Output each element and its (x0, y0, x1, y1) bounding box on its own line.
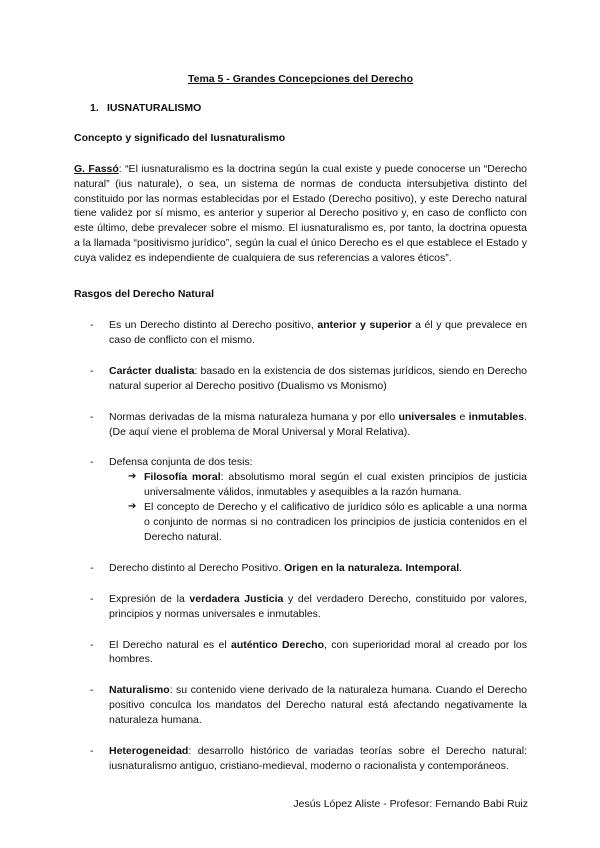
page-footer: Jesús López Aliste - Profesor: Fernando Babi Ruiz (293, 798, 528, 810)
arrow-right-icon: ➔ (128, 471, 137, 483)
traits-heading: Rasgos del Derecho Natural (74, 288, 215, 301)
list-item: - Carácter dualista: basado en la existencia de dos sistemas jurídicos, siendo en Derecho natural superior al Derecho positivo (Dualismo vs Monismo) (74, 364, 527, 394)
definition-author: G. Fassó (74, 162, 119, 175)
subsection-heading: Concepto y significado del Iusnaturalismo (74, 131, 286, 144)
definition-paragraph (74, 162, 527, 266)
list-item: - Es un Derecho distinto al Derecho positivo, anterior y superior a él y que prevalece en caso de conflicto con el mismo. (74, 318, 527, 348)
list-item: ➔ El concepto de Derecho y el calificativo de jurídico sólo es aplicable a una norma o conjunto de normas si no contradicen los principios de justicia contenidos en el Derecho natural. (128, 501, 527, 543)
theses-list (109, 470, 527, 545)
document-title: Tema 5 - Grandes Concepciones del Derecho (187, 73, 414, 85)
traits-list (74, 318, 527, 774)
list-item: - El Derecho natural es el auténtico Derecho, con superioridad moral al creado por los hombres. (74, 638, 527, 668)
definition-text: : “El iusnaturalismo es la doctrina según la cual existe y puede conocerse un “Derecho natural” (ius naturale), o sea, un sistema de normas de conducta intersubjetiva distinto del constituido por las normas establecidas por el Estado (Derecho positivo), y este Derecho natural tiene validez por sí mismo, es anterior y superior al Derecho positivo y, en caso de conflicto con este último, debe prevalecer sobre el mismo. El iusnaturalismo es, por tanto, la doctrina opuesta a la llamada “positivismo jurídico”, según la cual el único Derecho es el que establece el Estado y cuya validez es independiente de cualquiera de sus referencias a valores éticos”. (74, 162, 527, 265)
list-item: - Heterogeneidad: desarrollo histórico de variadas teorías sobre el Derecho natural: iusnaturalismo antiguo, cristiano-medieval, moderno o racionalista y contemporáneos. (74, 744, 527, 774)
section-title: IUSNATURALISMO (107, 101, 202, 114)
section-number: 1. (90, 101, 99, 114)
list-item: ➔ Filosofía moral: absolutismo moral según el cual existen principios de justicia universalmente válidos, inmutables y asequibles a la razón humana. (128, 471, 527, 499)
section-heading (90, 101, 527, 116)
arrow-right-icon: ➔ (128, 501, 137, 513)
list-item: - Derecho distinto al Derecho Positivo. Origen en la naturaleza. Intemporal. (74, 561, 527, 576)
list-item: - Defensa conjunta de dos tesis: ➔ Filosofía moral: absolutismo moral según el cual existen principios de justicia universalmente válidos, inmutables y asequibles a la razón humana. ➔ El concepto de Derecho y el calificativo de jurídico sólo es aplicable a una norma o conjunto de normas si no contradicen los principios de justicia contenidos en el Derecho natural. (74, 455, 527, 544)
list-item: - Naturalismo: su contenido viene derivado de la naturaleza humana. Cuando el Derecho positivo conculca los mandatos del Derecho natural está afectando negativamente la naturaleza humana. (74, 683, 527, 728)
list-item: - Normas derivadas de la misma naturaleza humana y por ello universales e inmutables. (De aquí viene el problema de Moral Universal y Moral Relativa). (74, 410, 527, 440)
list-item: - Expresión de la verdadera Justicia y del verdadero Derecho, constituido por valores, principios y normas universales e inmutables. (74, 592, 527, 622)
document-page (74, 72, 527, 790)
